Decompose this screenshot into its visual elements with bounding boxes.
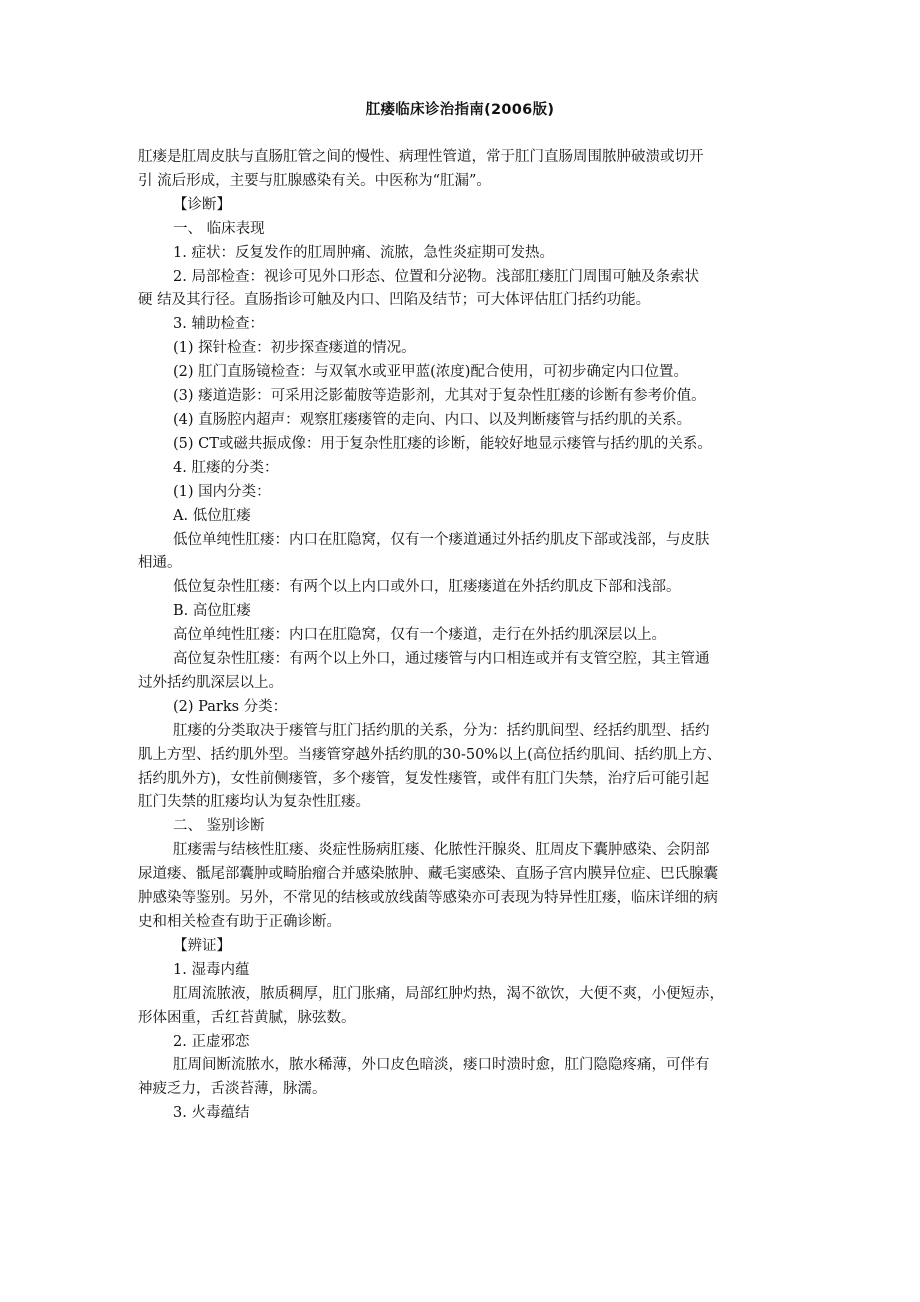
text-line: 肛瘘是肛周皮肤与直肠肛管之间的慢性、病理性管道，常于肛门直肠周围脓肿破溃或切开 <box>138 149 704 165</box>
text-line: B. 高位肛瘘 <box>173 603 251 620</box>
text-line: 【诊断】 <box>173 196 231 213</box>
document-body <box>138 146 788 1126</box>
text-line: 3. 辅助检查： <box>173 316 264 333</box>
text-line: 4. 肛瘘的分类： <box>173 459 279 476</box>
text-line: 一、 临床表现 <box>173 220 265 237</box>
text-line: 肌上方型、括约肌外型。当瘘管穿越外括约肌的30-50%以上(高位括约肌间、括约肌上方、 <box>138 746 722 763</box>
text-line: (2) Parks 分类： <box>173 698 288 715</box>
text-line: 3. 火毒蕴结 <box>173 1105 250 1122</box>
text-line: 肿感染等鉴别。另外，不常见的结核或放线菌等感染亦可表现为特异性肛瘘，临床详细的病 <box>138 890 718 907</box>
text-line: 相通。 <box>138 555 182 572</box>
text-line: 2. 正虚邪恋 <box>173 1033 250 1050</box>
text-line: 低位复杂性肛瘘：有两个以上内口或外口，肛瘘瘘道在外括约肌皮下部和浅部。 <box>173 579 681 596</box>
text-line: (1) 国内分类： <box>173 483 271 500</box>
text-line: 括约肌外方)，女性前侧瘘管，多个瘘管，复发性瘘管，或伴有肛门失禁，治疗后可能引起 <box>138 770 710 787</box>
text-line: 1. 湿毒内蕴 <box>173 961 250 978</box>
text-line: 史和相关检查有助于正确诊断。 <box>138 914 341 930</box>
document-title: 肛瘘临床诊治指南(2006版) <box>365 102 555 118</box>
text-line: 硬 结及其行径。直肠指诊可触及内口、凹陷及结节；可大体评估肛门括约功能。 <box>138 292 651 309</box>
text-line: (1) 探针检查：初步探查瘘道的情况。 <box>173 340 416 357</box>
text-line: 肛瘘需与结核性肛瘘、炎症性肠病肛瘘、化脓性汗腺炎、肛周皮下囊肿感染、会阴部 <box>173 842 710 859</box>
text-line: 低位单纯性肛瘘：内口在肛隐窝，仅有一个瘘道通过外括约肌皮下部或浅部，与皮肤 <box>173 531 710 548</box>
text-line: 神疲乏力，舌淡苔薄，脉濡。 <box>138 1081 327 1098</box>
text-line: 肛门失禁的肛瘘均认为复杂性肛瘘。 <box>138 794 370 811</box>
text-line: 二、 鉴别诊断 <box>173 818 265 835</box>
text-line: 过外括约肌深层以上。 <box>138 674 283 691</box>
text-line: 高位单纯性肛瘘：内口在肛隐窝，仅有一个瘘道，走行在外括约肌深层以上。 <box>173 627 666 644</box>
text-line: (5) CT或磁共振成像：用于复杂性肛瘘的诊断，能较好地显示瘘管与括约肌的关系。 <box>173 435 712 452</box>
text-line: A. 低位肛瘘 <box>173 507 251 524</box>
text-line: 【辨证】 <box>173 937 231 954</box>
text-line: (3) 瘘道造影：可采用泛影葡胺等造影剂，尤其对于复杂性肛瘘的诊断有参考价值。 <box>173 388 706 405</box>
text-line: 2. 局部检查：视诊可见外口形态、位置和分泌物。浅部肛瘘肛门周围可触及条索状 <box>173 268 699 285</box>
text-line: 形体困重，舌红苔黄腻，脉弦数。 <box>138 1009 356 1026</box>
text-line: 肛瘘的分类取决于瘘管与肛门括约肌的关系，分为：括约肌间型、经括约肌型、括约 <box>173 722 710 739</box>
text-line: 引 流后形成，主要与肛腺感染有关。中医称为“肛漏”。 <box>138 172 491 189</box>
text-line: (2) 肛门直肠镜检查：与双氧水或亚甲蓝(浓度)配合使用，可初步确定内口位置。 <box>173 364 688 381</box>
text-line: 1. 症状：反复发作的肛周肿痛、流脓，急性炎症期可发热。 <box>173 244 554 261</box>
text-line: (4) 直肠腔内超声：观察肛瘘瘘管的走向、内口、以及判断瘘管与括约肌的关系。 <box>173 411 692 428</box>
text-line: 肛周流脓液，脓质稠厚，肛门胀痛，局部红肿灼热，渴不欲饮，大便不爽，小便短赤， <box>173 985 724 1002</box>
text-line: 尿道瘘、骶尾部囊肿或畸胎瘤合并感染脓肿、藏毛窦感染、直肠子宫内膜异位症、巴氏腺囊 <box>138 866 718 883</box>
text-line: 高位复杂性肛瘘：有两个以上外口，通过瘘管与内口相连或并有支管空腔，其主管通 <box>173 651 710 668</box>
text-line: 肛周间断流脓水，脓水稀薄，外口皮色暗淡，瘘口时溃时愈，肛门隐隐疼痛，可伴有 <box>173 1057 710 1074</box>
